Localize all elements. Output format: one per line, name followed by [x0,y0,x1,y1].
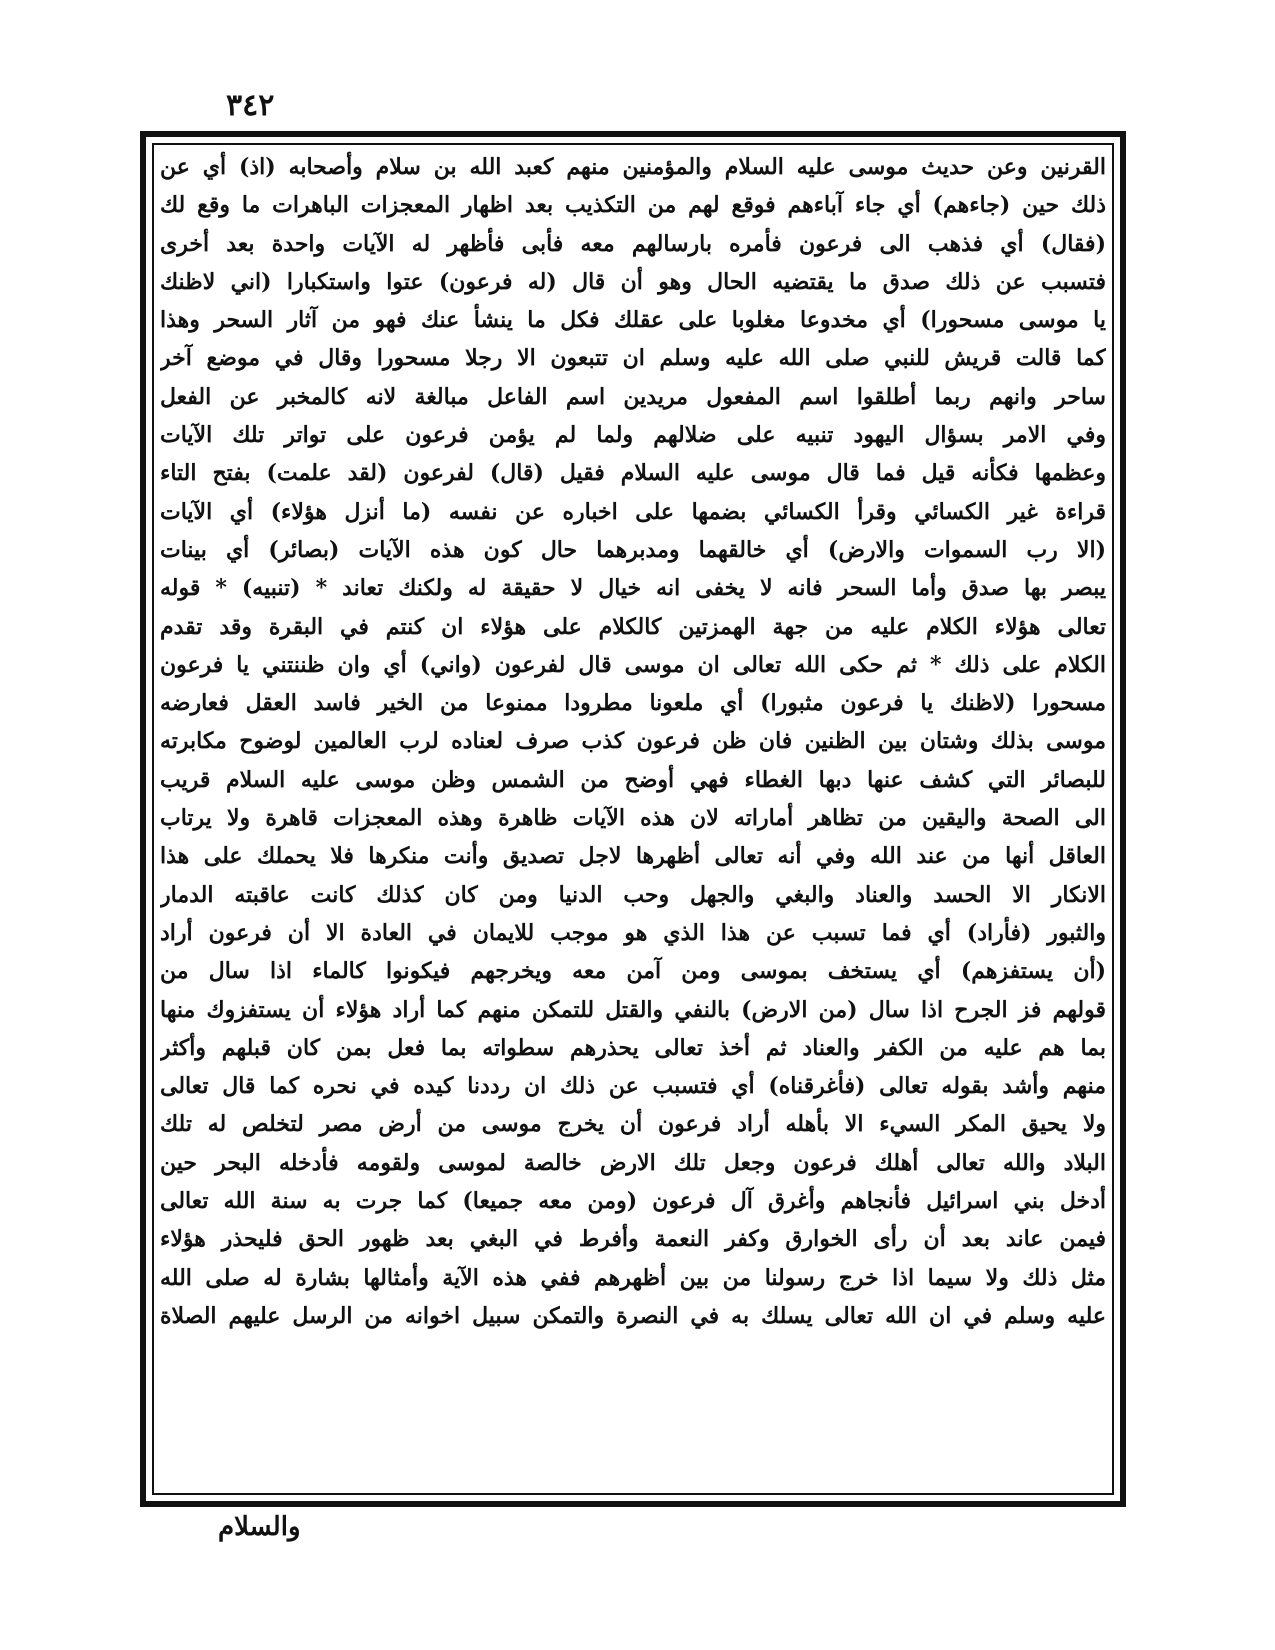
text-line: ذلك حين (جاءهم) أي جاء آباءهم فوقع لهم من التكذيب بعد اظهار المعجزات الباهرات ما وقع لك [160,192,1106,219]
text-line: الانكار الا الحسد والعناد والبغي والجهل وحب الدنيا ومن كان كذلك كانت عاقبته الدمار [160,881,1106,908]
text-line: تعالى هؤلاء الكلام عليه من جهة الهمزتين كالكلام على هؤلاء ان كنتم في البقرة وقد تقدم [160,613,1106,640]
text-line: مسحورا (لاظنك يا فرعون مثبورا) أي ملعونا مطرودا ممنوعا من الخير فاسد العقل فعارضه [160,690,1106,717]
text-line: القرنين وعن حديث موسى عليه السلام والمؤمنين منهم كعبد الله بن سلام وأصحابه (اذ) أي عن [160,154,1106,180]
text-line: ساحر وانهم ربما أطلقوا اسم المفعول مريدين اسم الفاعل مبالغة لانه كالمخبر عن الفعل [160,383,1106,410]
text-line: الكلام على ذلك * ثم حكى الله تعالى ان موسى قال لفرعون (واني) أي وان ظننتني يا فرعون [160,651,1106,678]
text-line: ولا يحيق المكر السيء الا بأهله أراد فرعون أن يخرج موسى من أرض مصر لتخلص له تلك [160,1111,1106,1138]
text-line: (فقال) أي فذهب الى فرعون فأمره بارسالهم معه فأبى فأظهر له الآيات واحدة بعد أخرى [160,230,1106,257]
text-line: كما قالت قريش للنبي صلى الله عليه وسلم ان تتبعون الا رجلا مسحورا وقال في موضع آخر [160,345,1106,372]
text-line: يبصر بها صدق وأما السحر فانه لا يخفى انه خيال لا حقيقة له ولكنك تعاند * (تنبيه) * قوله [160,575,1106,602]
text-line: قراءة غير الكسائي وقرأ الكسائي بضمها على اخباره عن نفسه (ما أنزل هؤلاء) أي الآيات [160,498,1106,525]
text-line: والثبور (فأراد) أي فما تسبب عن هذا الذي هو موجب للايمان في العادة الا أن فرعون أراد [160,919,1106,946]
text-line: (الا رب السموات والارض) أي خالقهما ومدبرهما حال كون هذه الآيات (بصائر) أي بينات [160,536,1106,563]
text-line: أدخل بني اسرائيل فأنجاهم وأغرق آل فرعون (ومن معه جميعا) كما جرت به سنة الله تعالى [160,1188,1106,1215]
text-line: فيمن عاند بعد أن رأى الخوارق وكفر النعمة وأفرط في البغي بعد ظهور الحق فليحذر هؤلاء [160,1226,1106,1253]
text-line: وعظمها فكأنه قيل فما قال موسى عليه السلام فقيل (قال) لفرعون (لقد علمت) بفتح التاء [160,460,1106,487]
text-line: (أن يستفزهم) أي يستخف بموسى ومن آمن معه ويخرجهم فيكونوا كالماء اذا سال من [160,958,1106,985]
footer-catchword: والسلام [218,1512,301,1542]
text-line: للبصائر التي كشف عنها دبها الغطاء فهي أوضح من الشمس وظن موسى عليه السلام قريب [160,766,1106,793]
text-line: وفي الامر بسؤال اليهود تنبيه على ضلالهم ولما لم يؤمن فرعون على تواتر تلك الآيات [160,422,1106,449]
text-line: مثل ذلك ولا سيما اذا خرج رسولنا من بين أظهرهم ففي هذه الآية وأمثالها بشارة له صلى الله [160,1264,1106,1291]
text-line: العاقل أنها من عند الله وفي أنه تعالى أظهرها لاجل تصديق وأنت منكرها فلا يحملك على هذا [160,843,1106,870]
text-line: عليه وسلم في ان الله تعالى يسلك به في النصرة والتمكن سبيل اخوانه من الرسل عليهم الصلاة [160,1302,1106,1329]
page-number: ٣٤٢ [226,88,275,123]
text-line: قولهم فز الجرح اذا سال (من الارض) بالنفي والقتل للتمكن منهم كما أراد هؤلاء أن يستفزوك منها [160,996,1106,1023]
text-line: يا موسى مسحورا) أي مخدوعا مغلوبا على عقلك فكل ما ينشأ عنك فهو من آثار السحر وهذا [160,307,1106,334]
text-line: منهم وأشد بقوله تعالى (فأغرقناه) أي فتسبب عن ذلك ان رددنا كيده في نحره كما قال تعالى [160,1073,1106,1100]
text-line: فتسبب عن ذلك صدق ما يقتضيه الحال وهو أن قال (له فرعون) عتوا واستكبارا (اني لاظنك [160,268,1106,295]
text-line: البلاد والله تعالى أهلك فرعون وجعل تلك الارض خالصة لموسى ولقومه فأدخله البحر حين [160,1149,1106,1176]
text-line: بما هم عليه من الكفر والعناد ثم أخذ تعالى يحذرهم سطواته بما فعل بمن كان قبلهم وأكثر [160,1034,1106,1061]
text-block [160,148,1106,1488]
text-line: موسى بذلك وشتان بين الظنين فان ظن فرعون كذب صرف لعناده لرب العالمين لوضوح مكابرته [160,728,1106,755]
text-line: الى الصحة واليقين من تظاهر أماراته لان هذه الآيات ظاهرة وهذه المعجزات قاهرة ولا يرتاب [160,805,1106,832]
